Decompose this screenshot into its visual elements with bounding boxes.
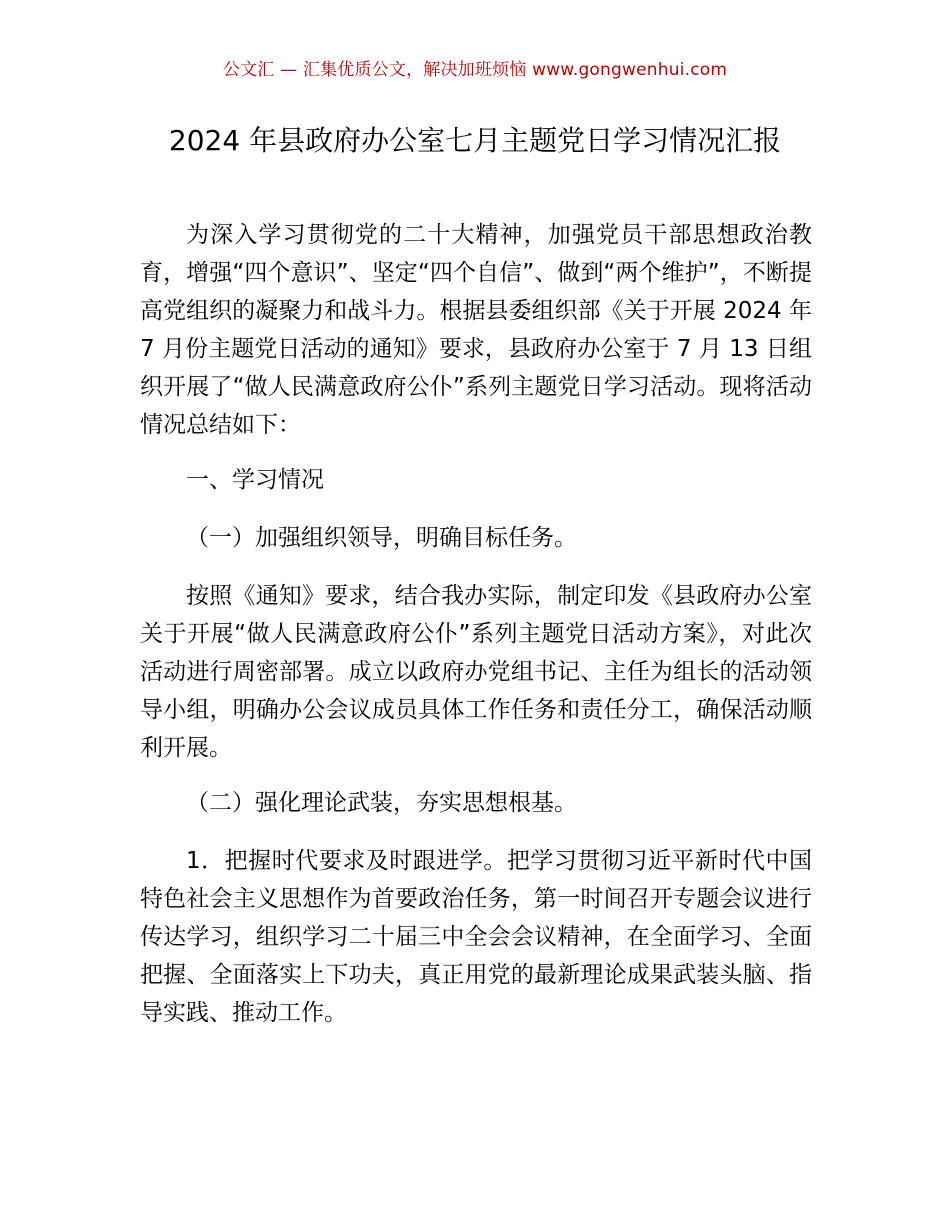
subsection-heading-theory: （二）强化理论武装，夯实思想根基。 <box>186 790 577 816</box>
subsection-heading-organization: （一）加强组织领导，明确目标任务。 <box>186 525 577 551</box>
website-banner: 公文汇 — 汇集优质公文，解决加班烦恼 www.gongwenhui.com <box>222 60 728 80</box>
theory-paragraph: 1．把握时代要求及时跟进学。把学习贯彻习近平新时代中国特色社会主义思想作为首要政治任务，第一时间召开专题会议进行传达学习，组织学习二十届三中全会会议精神，在全面学习、全面把握、全面落实上下功夫，真正用党的最新理论成果武装头脑、指导实践、推动工作。 <box>140 848 812 1026</box>
intro-paragraph: 为深入学习贯彻党的二十大精神，加强党员干部思想政治教育，增强“四个意识”、坚定“四个自信”、做到“两个维护”，不断提高党组织的凝聚力和战斗力。根据县委组织部《关于开展 2024 年 7 月份主题党日活动的通知》要求，县政府办公室于 7 月 13 日组织开展了“做人民满意政府公仆”系列主题党日学习活动。现将活动情况总结如下： <box>140 222 812 438</box>
section-heading-study: 一、学习情况 <box>186 467 324 493</box>
document-body <box>140 216 812 1049</box>
organization-paragraph: 按照《通知》要求，结合我办实际，制定印发《县政府办公室关于开展“做人民满意政府公仆”系列主题党日活动方案》，对此次活动进行周密部署。成立以政府办党组书记、主任为组长的活动领导小组，明确办公会议成员具体工作任务和责任分工，确保活动顺利开展。 <box>140 583 812 761</box>
document-title: 2024 年县政府办公室七月主题党日学习情况汇报 <box>168 124 782 157</box>
